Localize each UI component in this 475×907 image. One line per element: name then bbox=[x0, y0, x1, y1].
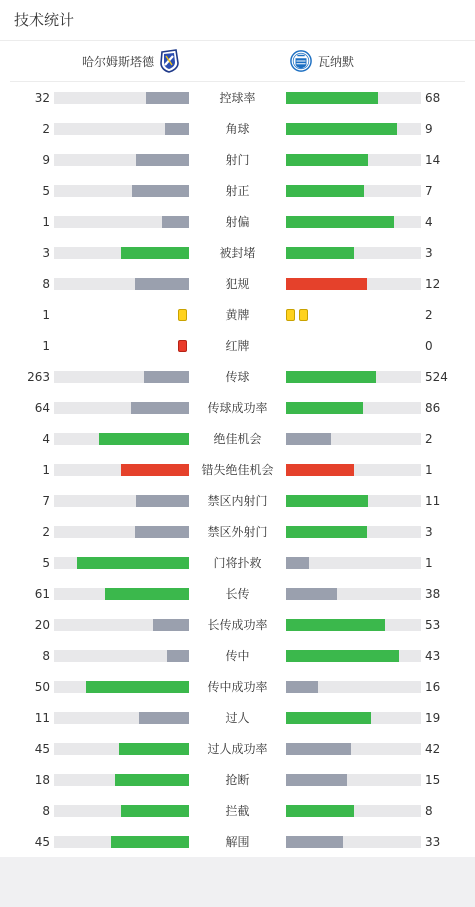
away-value: 524 bbox=[425, 370, 448, 384]
away-value: 0 bbox=[425, 339, 433, 353]
home-bar-fill bbox=[135, 526, 189, 538]
away-bar-track bbox=[286, 495, 421, 507]
stat-label: 传中 bbox=[225, 649, 250, 663]
away-bar-fill bbox=[286, 712, 371, 724]
home-bar-track bbox=[54, 619, 189, 631]
stat-label: 红牌 bbox=[225, 339, 250, 353]
away-value: 14 bbox=[425, 153, 441, 167]
away-bar-fill bbox=[286, 681, 318, 693]
away-team[interactable] bbox=[290, 49, 354, 73]
away-bar-fill bbox=[286, 495, 368, 507]
away-bar-track bbox=[286, 154, 421, 166]
stat-row bbox=[0, 671, 475, 702]
home-bar-track bbox=[54, 92, 189, 104]
away-value: 2 bbox=[425, 432, 433, 446]
home-value: 32 bbox=[34, 91, 50, 105]
home-bar-fill bbox=[153, 619, 189, 631]
away-bar-track bbox=[286, 278, 421, 290]
stat-label: 被封堵 bbox=[219, 246, 256, 260]
away-bar-track bbox=[286, 433, 421, 445]
home-bar-track bbox=[54, 557, 189, 569]
home-bar-track bbox=[54, 464, 189, 476]
teams-header bbox=[10, 41, 465, 82]
away-bar-fill bbox=[286, 836, 343, 848]
yellow-card-icon bbox=[286, 309, 295, 321]
home-value: 9 bbox=[42, 153, 50, 167]
away-bar-track bbox=[286, 123, 421, 135]
home-value: 8 bbox=[42, 804, 50, 818]
home-bar-track bbox=[54, 712, 189, 724]
away-value: 33 bbox=[425, 835, 441, 849]
home-bar-fill bbox=[115, 774, 189, 786]
away-value: 12 bbox=[425, 277, 441, 291]
yellow-card-icon bbox=[178, 309, 187, 321]
away-value: 7 bbox=[425, 184, 433, 198]
stat-label: 抢断 bbox=[225, 773, 250, 787]
stat-label: 绝佳机会 bbox=[213, 432, 262, 446]
home-bar-track bbox=[54, 805, 189, 817]
home-bar-fill bbox=[131, 402, 189, 414]
home-bar-track bbox=[54, 278, 189, 290]
stat-row bbox=[0, 144, 475, 175]
home-bar-fill bbox=[167, 650, 189, 662]
away-value: 3 bbox=[425, 246, 433, 260]
home-bar-fill bbox=[136, 495, 189, 507]
stat-row bbox=[0, 206, 475, 237]
home-value: 45 bbox=[34, 835, 50, 849]
stat-row bbox=[0, 578, 475, 609]
home-bar-fill bbox=[105, 588, 189, 600]
red-card-icon bbox=[178, 340, 187, 352]
home-cards bbox=[178, 340, 187, 352]
away-bar-track bbox=[286, 402, 421, 414]
stat-label: 过人成功率 bbox=[207, 742, 268, 756]
home-bar-fill bbox=[146, 92, 189, 104]
home-bar-fill bbox=[136, 154, 189, 166]
away-bar-track bbox=[286, 371, 421, 383]
away-bar-track bbox=[286, 619, 421, 631]
home-bar-track bbox=[54, 774, 189, 786]
home-bar-fill bbox=[139, 712, 189, 724]
away-bar-fill bbox=[286, 92, 378, 104]
away-value: 68 bbox=[425, 91, 441, 105]
stat-label: 禁区外射门 bbox=[207, 525, 268, 539]
home-bar-track bbox=[54, 247, 189, 259]
stat-label: 犯规 bbox=[225, 277, 250, 291]
home-bar-track bbox=[54, 526, 189, 538]
stat-row bbox=[0, 237, 475, 268]
stat-row bbox=[0, 609, 475, 640]
away-value: 9 bbox=[425, 122, 433, 136]
stat-row bbox=[0, 733, 475, 764]
away-value: 3 bbox=[425, 525, 433, 539]
away-bar-fill bbox=[286, 154, 368, 166]
away-value: 42 bbox=[425, 742, 441, 756]
home-bar-track bbox=[54, 123, 189, 135]
away-value: 38 bbox=[425, 587, 441, 601]
home-bar-fill bbox=[144, 371, 189, 383]
stat-row bbox=[0, 423, 475, 454]
away-bar-fill bbox=[286, 619, 385, 631]
stat-label: 门将扑救 bbox=[213, 556, 262, 570]
away-bar-track bbox=[286, 92, 421, 104]
yellow-card-icon bbox=[299, 309, 308, 321]
home-value: 1 bbox=[42, 215, 50, 229]
away-value: 16 bbox=[425, 680, 441, 694]
home-bar-track bbox=[54, 743, 189, 755]
stat-row bbox=[0, 299, 475, 330]
home-bar-fill bbox=[162, 216, 189, 228]
away-bar-fill bbox=[286, 433, 331, 445]
home-bar-track bbox=[54, 681, 189, 693]
away-bar-fill bbox=[286, 650, 399, 662]
away-bar-fill bbox=[286, 557, 309, 569]
away-bar-track bbox=[286, 805, 421, 817]
home-value: 61 bbox=[34, 587, 50, 601]
away-value: 4 bbox=[425, 215, 433, 229]
home-bar-track bbox=[54, 650, 189, 662]
away-value: 2 bbox=[425, 308, 433, 322]
stat-row bbox=[0, 392, 475, 423]
stat-row bbox=[0, 454, 475, 485]
home-value: 11 bbox=[34, 711, 50, 725]
away-bar-track bbox=[286, 681, 421, 693]
home-value: 50 bbox=[34, 680, 50, 694]
home-value: 8 bbox=[42, 649, 50, 663]
stat-row bbox=[0, 113, 475, 144]
away-bar-track bbox=[286, 464, 421, 476]
away-bar-fill bbox=[286, 743, 351, 755]
home-bar-fill bbox=[86, 681, 189, 693]
away-value: 19 bbox=[425, 711, 441, 725]
stat-row bbox=[0, 547, 475, 578]
away-bar-fill bbox=[286, 805, 354, 817]
home-bar-track bbox=[54, 371, 189, 383]
home-bar-fill bbox=[165, 123, 189, 135]
away-bar-track bbox=[286, 185, 421, 197]
stats-list bbox=[0, 82, 475, 857]
away-value: 1 bbox=[425, 463, 433, 477]
away-bar-fill bbox=[286, 247, 354, 259]
stat-row bbox=[0, 764, 475, 795]
home-bar-track bbox=[54, 185, 189, 197]
home-value: 5 bbox=[42, 556, 50, 570]
home-value: 1 bbox=[42, 308, 50, 322]
away-bar-track bbox=[286, 216, 421, 228]
home-team-name: 哈尔姆斯塔德 bbox=[81, 54, 154, 69]
home-bar-fill bbox=[121, 247, 189, 259]
home-bar-track bbox=[54, 836, 189, 848]
away-bar-track bbox=[286, 526, 421, 538]
away-bar-track bbox=[286, 650, 421, 662]
away-value: 43 bbox=[425, 649, 441, 663]
home-value: 3 bbox=[42, 246, 50, 260]
home-value: 263 bbox=[27, 370, 50, 384]
away-bar-track bbox=[286, 743, 421, 755]
stat-row bbox=[0, 826, 475, 857]
stat-label: 拦截 bbox=[225, 804, 250, 818]
home-bar-track bbox=[54, 588, 189, 600]
home-bar-fill bbox=[121, 464, 189, 476]
stat-label: 传中成功率 bbox=[207, 680, 268, 694]
away-bar-track bbox=[286, 588, 421, 600]
home-value: 2 bbox=[42, 525, 50, 539]
away-bar-track bbox=[286, 712, 421, 724]
home-bar-fill bbox=[99, 433, 189, 445]
stat-row bbox=[0, 268, 475, 299]
home-value: 7 bbox=[42, 494, 50, 508]
away-bar-fill bbox=[286, 588, 337, 600]
home-bar-fill bbox=[119, 743, 189, 755]
home-team-crest-icon bbox=[158, 49, 180, 73]
stat-label: 传球 bbox=[225, 370, 250, 384]
stat-row bbox=[0, 82, 475, 113]
home-value: 8 bbox=[42, 277, 50, 291]
stat-label: 错失绝佳机会 bbox=[201, 463, 274, 477]
panel-title: 技术统计 bbox=[0, 0, 475, 41]
home-cards bbox=[178, 309, 187, 321]
stat-label: 控球率 bbox=[219, 91, 256, 105]
away-bar-fill bbox=[286, 216, 394, 228]
away-bar-track bbox=[286, 247, 421, 259]
away-bar-fill bbox=[286, 371, 376, 383]
home-bar-fill bbox=[111, 836, 189, 848]
away-value: 86 bbox=[425, 401, 441, 415]
home-bar-track bbox=[54, 433, 189, 445]
stat-row bbox=[0, 640, 475, 671]
stat-label: 射偏 bbox=[225, 215, 250, 229]
away-team-name: 瓦纳默 bbox=[318, 54, 355, 69]
home-value: 1 bbox=[42, 339, 50, 353]
stat-label: 解围 bbox=[225, 835, 250, 849]
home-value: 5 bbox=[42, 184, 50, 198]
stat-label: 黄牌 bbox=[225, 308, 250, 322]
away-value: 8 bbox=[425, 804, 433, 818]
stat-label: 长传成功率 bbox=[207, 618, 268, 632]
away-bar-track bbox=[286, 774, 421, 786]
stat-row bbox=[0, 330, 475, 361]
stat-row bbox=[0, 485, 475, 516]
stat-label: 射正 bbox=[225, 184, 250, 198]
stat-row bbox=[0, 361, 475, 392]
stat-label: 长传 bbox=[225, 587, 250, 601]
home-bar-fill bbox=[135, 278, 189, 290]
away-bar-fill bbox=[286, 123, 397, 135]
away-value: 11 bbox=[425, 494, 441, 508]
stat-label: 角球 bbox=[225, 122, 250, 136]
stat-row bbox=[0, 175, 475, 206]
home-bar-track bbox=[54, 216, 189, 228]
home-value: 64 bbox=[34, 401, 50, 415]
home-value: 20 bbox=[34, 618, 50, 632]
home-value: 18 bbox=[34, 773, 50, 787]
away-cards bbox=[286, 309, 308, 321]
home-value: 2 bbox=[42, 122, 50, 136]
away-bar-fill bbox=[286, 402, 363, 414]
away-bar-track bbox=[286, 836, 421, 848]
home-value: 45 bbox=[34, 742, 50, 756]
stat-row bbox=[0, 516, 475, 547]
home-bar-fill bbox=[121, 805, 189, 817]
home-bar-track bbox=[54, 495, 189, 507]
away-bar-fill bbox=[286, 185, 364, 197]
stat-label: 传球成功率 bbox=[207, 401, 268, 415]
stat-label: 过人 bbox=[225, 711, 250, 725]
home-bar-fill bbox=[132, 185, 189, 197]
stat-label: 射门 bbox=[225, 153, 250, 167]
stat-row bbox=[0, 795, 475, 826]
home-bar-fill bbox=[77, 557, 189, 569]
home-bar-track bbox=[54, 402, 189, 414]
away-bar-fill bbox=[286, 278, 367, 290]
away-value: 1 bbox=[425, 556, 433, 570]
stat-row bbox=[0, 702, 475, 733]
home-value: 4 bbox=[42, 432, 50, 446]
away-value: 53 bbox=[425, 618, 441, 632]
away-value: 15 bbox=[425, 773, 441, 787]
home-value: 1 bbox=[42, 463, 50, 477]
home-team[interactable] bbox=[82, 49, 180, 73]
stat-label: 禁区内射门 bbox=[207, 494, 268, 508]
away-bar-fill bbox=[286, 526, 367, 538]
away-bar-track bbox=[286, 557, 421, 569]
away-bar-fill bbox=[286, 464, 354, 476]
away-team-crest-icon bbox=[290, 49, 312, 73]
away-bar-fill bbox=[286, 774, 347, 786]
home-bar-track bbox=[54, 154, 189, 166]
